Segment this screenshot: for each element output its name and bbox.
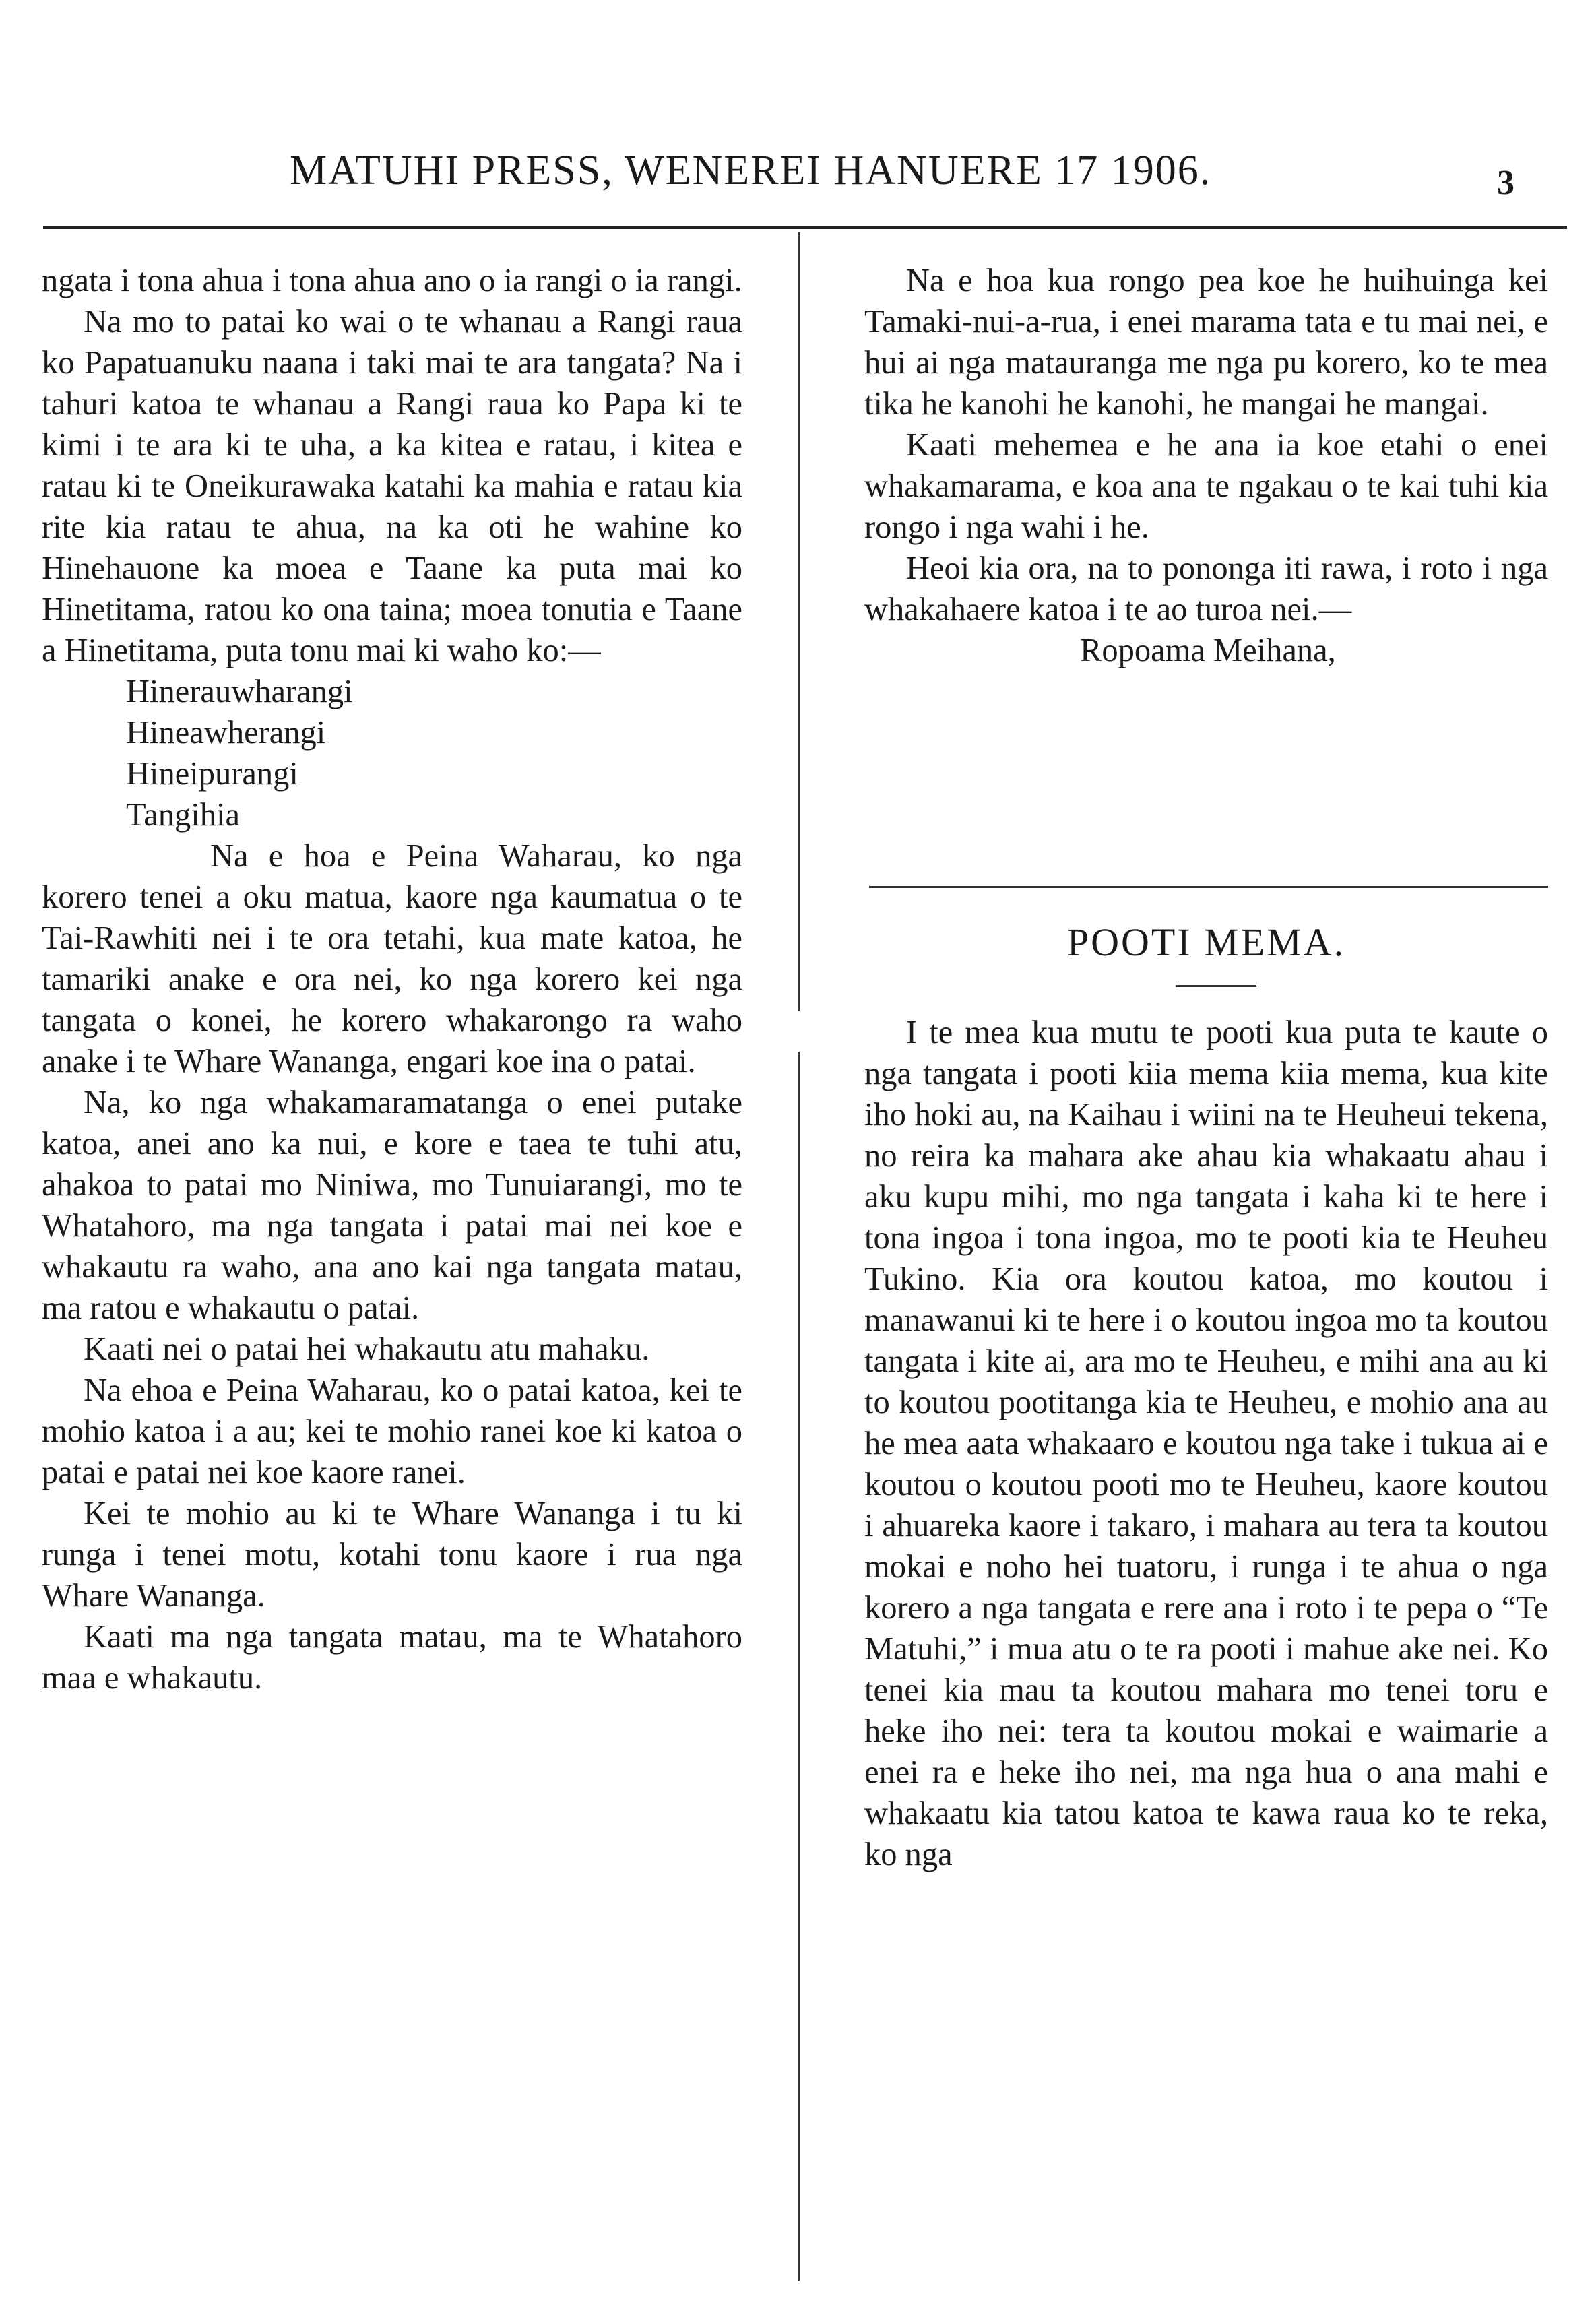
- paragraph: Na ehoa e Peina Waharau, ko o patai katoa, kei te mohio katoa i a au; kei te mohio ranei koe ki katoa o patai e patai nei koe kaore ranei.: [42, 1372, 742, 1490]
- signature: Ropoama Meihana,: [1080, 633, 1336, 668]
- left-column: [42, 260, 742, 1699]
- newspaper-header: MATUHI PRESS, WENEREI HANUERE 17 1906.: [290, 148, 1212, 193]
- header-rule: [43, 226, 1567, 229]
- page-number: 3: [1497, 164, 1514, 202]
- section-divider: [869, 886, 1548, 888]
- paragraph: Kaati mehemea e he ana ia koe etahi o enei whakamarama, e koa ana te ngakau o te kai tuhi kia rongo i nga wahi i he.: [864, 427, 1548, 545]
- genealogy-line: Hineawherangi: [126, 715, 326, 751]
- genealogy-line: Hineipurangi: [126, 756, 298, 792]
- title-underline: [1176, 985, 1256, 987]
- genealogy-line: Hinerauwharangi: [126, 674, 353, 709]
- paragraph: ngata i tona ahua i tona ahua ano o ia rangi o ia rangi.: [42, 263, 742, 298]
- right-column-letter: [864, 260, 1548, 671]
- paragraph: Na e hoa kua rongo pea koe he huihuinga kei Tamaki-nui-a-rua, i enei marama tata e tu mai nei, e hui ai nga matauranga me nga pu korero, ko te mea tika he kanohi he kanohi, he mangai he mangai.: [864, 263, 1548, 422]
- paragraph: Na e hoa e Peina Waharau, ko nga korero tenei a oku matua, kaore nga kaumatua o te Tai-Rawhiti nei i te ora tetahi, kua mate katoa, he tamariki anake e ora nei, ko nga korero kei nga tangata o konei, he korero whakarongo ra waho anake i te Whare Wananga, engari koe ina o patai.: [42, 838, 742, 1079]
- section-title: POOTI MEMA.: [1066, 920, 1346, 964]
- column-divider: [798, 232, 800, 2281]
- paragraph: Kaati ma nga tangata matau, ma te Whatahoro maa e whakautu.: [42, 1619, 742, 1696]
- genealogy-line: Tangihia: [126, 797, 240, 833]
- paragraph: Kaati nei o patai hei whakautu atu mahaku.: [84, 1331, 650, 1367]
- paragraph: Na, ko nga whakamaramatanga o enei putake katoa, anei ano ka nui, e kore e taea te tuhi atu, ahakoa to patai mo Niniwa, mo Tunuiarangi, mo te Whatahoro, ma nga tangata i patai mai nei koe e whakautu ra waho, ana ano kai nga tangata matau, ma ratou e whakautu o patai.: [42, 1085, 742, 1326]
- right-column-article: [864, 1012, 1548, 1875]
- paragraph: Heoi kia ora, na to pononga iti rawa, i roto i nga whakahaere katoa i te ao turoa nei.—: [864, 550, 1548, 627]
- paragraph: I te mea kua mutu te pooti kua puta te kaute o nga tangata i pooti kiia mema kiia mema, kua kite iho hoki au, na Kaihau i wiini na te Heuheui tekena, no reira ka mahara ake ahau kia whakaatu ahau i aku kupu mihi, mo nga tangata i kaha ki te here i tona ingoa i tona ingoa, mo te pooti kia te Heuheu Tukino. Kia ora koutou katoa, mo koutou i manawanui ki te here i o koutou ingoa mo ta koutou tangata i kite ai, ara mo te Heuheu, e mihi ana au ki to koutou pootitanga kia te Heuheu, e mohio ana au he mea aata whakaaro e koutou nga take i tukua ai e koutou o koutou pooti mo te Heuheu, kaore koutou i ahuareka kaore i takaro, i mahara au tera ta koutou mokai e noho hei tuatoru, i runga i te ahua o nga korero a nga tangata e rere ana i roto i te pepa o “Te Matuhi,” i mua atu o te ra pooti i mahue ake nei. Ko tenei kia mau ta koutou mahara mo tenei toru e heke iho nei: tera ta koutou mokai e waimarie a enei ra e heke iho nei, ma nga hua o ana mahi e whakaatu kia tatou katoa te kawa raua ko te reka, ko nga: [864, 1015, 1548, 1872]
- paragraph: Na mo to patai ko wai o te whanau a Rangi raua ko Papatuanuku naana i taki mai te ara tangata? Na i tahuri katoa te whanau a Rangi raua ko Papa ki te kimi i te ara ki te uha, a ka kitea e ratau, i kitea e ratau ki te Oneikurawaka katahi ka mahia e ratau kia rite kia ratau te ahua, na ka oti he wahine ko Hinehauone ka moea e Taane ka puta mai ko Hinetitama, ratou ko ona taina; moea tonutia e Taane a Hinetitama, puta tonu mai ki waho ko:—: [42, 304, 742, 668]
- paragraph: Kei te mohio au ki te Whare Wananga i tu ki runga i tenei motu, kotahi tonu kaore i rua nga Whare Wananga.: [42, 1496, 742, 1614]
